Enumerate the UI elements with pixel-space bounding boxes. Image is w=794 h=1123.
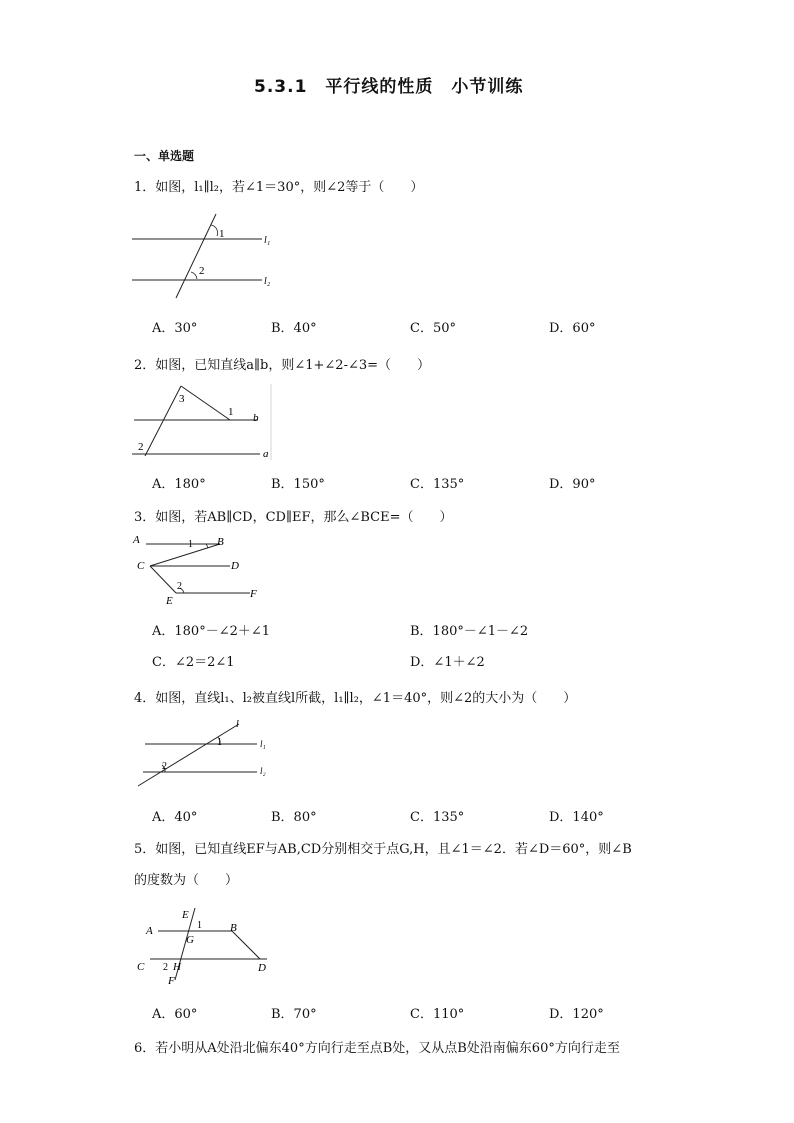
q5-label-B: B [230, 922, 237, 934]
q2-label-b: b [253, 412, 259, 424]
q5-label-1: 1 [197, 920, 202, 931]
question-5-stem-cont: 的度数为（ ） [134, 873, 239, 888]
question-2-figure [130, 384, 280, 464]
question-3-option-b[interactable]: B．180°－∠1－∠2 [410, 624, 529, 639]
q3-label-A: A [133, 534, 140, 546]
q1-label-l2: l₂ [264, 276, 271, 287]
section-heading: 一、单选题 [134, 149, 195, 163]
q3-label-1: 1 [188, 539, 193, 550]
q4-label-2: 2 [162, 761, 167, 772]
q2-label-1: 1 [228, 406, 234, 418]
question-2-stem: 2．如图，已知直线a∥b，则∠1+∠2-∠3=（ ） [134, 358, 431, 373]
question-4-option-a[interactable]: A．40° [152, 810, 198, 825]
question-5-option-d[interactable]: D．120° [549, 1007, 604, 1022]
question-3-option-d[interactable]: D．∠1＋∠2 [410, 655, 485, 670]
q5-label-H: H [173, 961, 181, 973]
question-5-figure [132, 903, 272, 988]
question-4-option-c[interactable]: C．135° [410, 810, 465, 825]
question-1-option-c[interactable]: C．50° [410, 321, 456, 336]
question-4-option-d[interactable]: D．140° [549, 810, 604, 825]
q4-label-l2: l₂ [260, 766, 266, 776]
q3-label-2: 2 [177, 581, 182, 592]
q3-label-E: E [166, 595, 173, 607]
q1-label-angle2: 2 [199, 265, 205, 277]
question-3-option-a[interactable]: A．180°－∠2＋∠1 [152, 624, 271, 639]
page-title: 5.3.1 平行线的性质 小节训练 [254, 77, 524, 97]
question-3-figure [130, 532, 270, 607]
question-3-stem: 3．如图，若AB∥CD，CD∥EF，那么∠BCE=（ ） [134, 510, 453, 525]
q2-label-2: 2 [138, 441, 144, 453]
q5-label-A: A [146, 925, 153, 937]
q5-label-2: 2 [163, 962, 168, 973]
q3-label-C: C [137, 560, 145, 572]
q5-label-C: C [137, 961, 145, 973]
question-5-option-c[interactable]: C．110° [410, 1007, 465, 1022]
question-1-option-a[interactable]: A．30° [152, 321, 198, 336]
q1-label-l1: l₁ [264, 235, 271, 246]
q1-label-angle1: 1 [219, 228, 225, 240]
question-5-option-a[interactable]: A．60° [152, 1007, 198, 1022]
q5-label-G: G [186, 934, 194, 946]
question-4-figure [135, 718, 275, 788]
question-2-option-d[interactable]: D．90° [549, 477, 596, 492]
question-4-stem: 4．如图，直线l₁、l₂被直线l所截，l₁∥l₂，∠1＝40°，则∠2的大小为（ ） [134, 691, 577, 706]
question-6-stem: 6．若小明从A处沿北偏东40°方向行走至点B处，又从点B处沿南偏东60°方向行走至 [134, 1041, 620, 1056]
q4-label-1: 1 [217, 737, 222, 748]
q2-label-3: 3 [179, 393, 185, 405]
q3-label-F: F [250, 588, 257, 600]
question-1-option-b[interactable]: B．40° [271, 321, 317, 336]
question-5-option-b[interactable]: B．70° [271, 1007, 317, 1022]
question-5-stem: 5．如图，已知直线EF与AB,CD分别相交于点G,H，且∠1＝∠2．若∠D＝60°，则∠B [134, 842, 632, 857]
q5-label-D: D [258, 962, 266, 974]
question-4-option-b[interactable]: B．80° [271, 810, 317, 825]
question-2-option-c[interactable]: C．135° [410, 477, 465, 492]
q3-label-B: B [217, 536, 224, 548]
question-2-option-b[interactable]: B．150° [271, 477, 325, 492]
q2-label-a: a [263, 448, 269, 460]
q5-label-F: F [168, 975, 175, 987]
question-1-option-d[interactable]: D．60° [549, 321, 596, 336]
q3-label-D: D [231, 560, 239, 572]
question-1-figure [130, 212, 280, 302]
q4-label-l: l [236, 719, 239, 730]
question-3-option-c[interactable]: C．∠2＝2∠1 [152, 655, 235, 670]
q5-label-E: E [182, 909, 189, 921]
q4-label-l1: l₁ [260, 739, 266, 749]
question-2-option-a[interactable]: A．180° [152, 477, 206, 492]
question-1-stem: 1．如图，l₁∥l₂，若∠1＝30°，则∠2等于（ ） [134, 180, 424, 195]
